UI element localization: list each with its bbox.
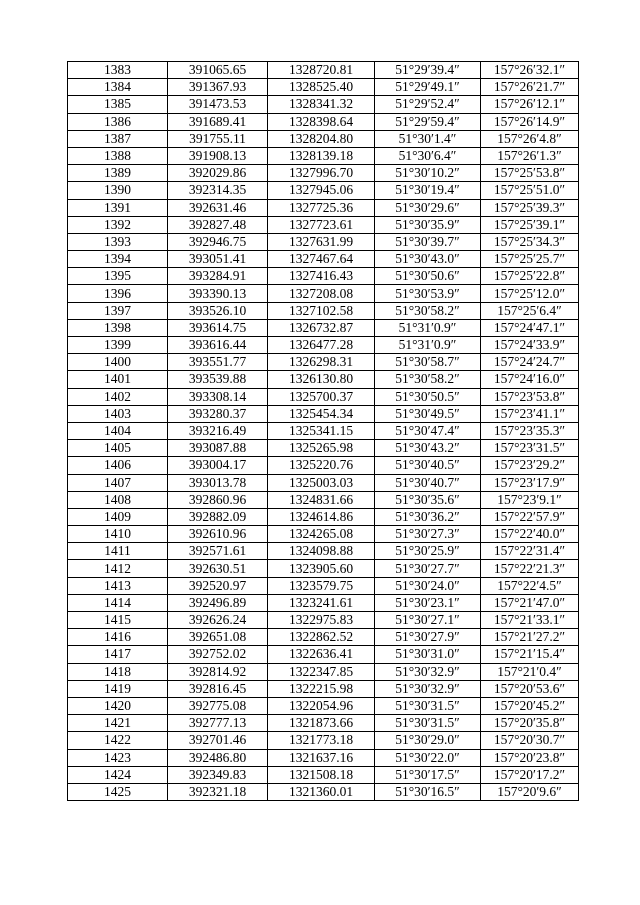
y-coordinate-cell: 1327416.43	[268, 268, 375, 285]
y-coordinate-cell: 1327467.64	[268, 251, 375, 268]
y-coordinate-cell: 1322347.85	[268, 663, 375, 680]
point-number-cell: 1410	[68, 526, 168, 543]
point-number-cell: 1403	[68, 405, 168, 422]
longitude-cell: 157°23′53.8″	[481, 388, 579, 405]
y-coordinate-cell: 1321360.01	[268, 783, 375, 800]
point-number-cell: 1407	[68, 474, 168, 491]
point-number-cell: 1395	[68, 268, 168, 285]
point-number-cell: 1419	[68, 680, 168, 697]
table-row	[68, 491, 579, 508]
point-number-cell: 1406	[68, 457, 168, 474]
x-coordinate-cell: 392571.61	[168, 543, 268, 560]
point-number-cell: 1383	[68, 62, 168, 79]
longitude-cell: 157°24′16.0″	[481, 371, 579, 388]
table-row	[68, 440, 579, 457]
table-row	[68, 371, 579, 388]
point-number-cell: 1417	[68, 646, 168, 663]
latitude-cell: 51°30′31.5″	[375, 697, 481, 714]
y-coordinate-cell: 1322636.41	[268, 646, 375, 663]
latitude-cell: 51°30′22.0″	[375, 749, 481, 766]
latitude-cell: 51°31′0.9″	[375, 319, 481, 336]
latitude-cell: 51°30′10.2″	[375, 165, 481, 182]
table-row	[68, 182, 579, 199]
latitude-cell: 51°30′16.5″	[375, 783, 481, 800]
table-row	[68, 697, 579, 714]
longitude-cell: 157°25′39.1″	[481, 216, 579, 233]
x-coordinate-cell: 393216.49	[168, 422, 268, 439]
point-number-cell: 1422	[68, 732, 168, 749]
table-row	[68, 577, 579, 594]
x-coordinate-cell: 392486.80	[168, 749, 268, 766]
point-number-cell: 1399	[68, 337, 168, 354]
point-number-cell: 1404	[68, 422, 168, 439]
latitude-cell: 51°30′43.2″	[375, 440, 481, 457]
latitude-cell: 51°30′58.2″	[375, 302, 481, 319]
latitude-cell: 51°30′29.0″	[375, 732, 481, 749]
table-row	[68, 732, 579, 749]
table-row	[68, 285, 579, 302]
latitude-cell: 51°30′27.1″	[375, 612, 481, 629]
point-number-cell: 1418	[68, 663, 168, 680]
table-row	[68, 165, 579, 182]
point-number-cell: 1411	[68, 543, 168, 560]
point-number-cell: 1384	[68, 79, 168, 96]
point-number-cell: 1392	[68, 216, 168, 233]
table-row	[68, 216, 579, 233]
latitude-cell: 51°30′17.5″	[375, 766, 481, 783]
longitude-cell: 157°25′39.3″	[481, 199, 579, 216]
longitude-cell: 157°22′31.4″	[481, 543, 579, 560]
point-number-cell: 1400	[68, 354, 168, 371]
longitude-cell: 157°26′1.3″	[481, 147, 579, 164]
coordinates-table-body	[68, 62, 579, 801]
coordinates-table	[67, 61, 579, 801]
y-coordinate-cell: 1324098.88	[268, 543, 375, 560]
latitude-cell: 51°30′27.9″	[375, 629, 481, 646]
point-number-cell: 1409	[68, 508, 168, 525]
table-row	[68, 508, 579, 525]
longitude-cell: 157°22′4.5″	[481, 577, 579, 594]
y-coordinate-cell: 1325341.15	[268, 422, 375, 439]
table-row	[68, 749, 579, 766]
table-row	[68, 474, 579, 491]
table-row	[68, 663, 579, 680]
y-coordinate-cell: 1325265.98	[268, 440, 375, 457]
x-coordinate-cell: 393616.44	[168, 337, 268, 354]
point-number-cell: 1393	[68, 233, 168, 250]
y-coordinate-cell: 1324265.08	[268, 526, 375, 543]
longitude-cell: 157°20′17.2″	[481, 766, 579, 783]
table-row	[68, 337, 579, 354]
x-coordinate-cell: 393526.10	[168, 302, 268, 319]
longitude-cell: 157°24′33.9″	[481, 337, 579, 354]
table-row	[68, 302, 579, 319]
point-number-cell: 1401	[68, 371, 168, 388]
y-coordinate-cell: 1328525.40	[268, 79, 375, 96]
point-number-cell: 1391	[68, 199, 168, 216]
table-row	[68, 268, 579, 285]
y-coordinate-cell: 1324614.86	[268, 508, 375, 525]
table-row	[68, 543, 579, 560]
table-row	[68, 680, 579, 697]
table-row	[68, 251, 579, 268]
y-coordinate-cell: 1328398.64	[268, 113, 375, 130]
latitude-cell: 51°30′53.9″	[375, 285, 481, 302]
x-coordinate-cell: 393004.17	[168, 457, 268, 474]
x-coordinate-cell: 392610.96	[168, 526, 268, 543]
latitude-cell: 51°30′27.7″	[375, 560, 481, 577]
y-coordinate-cell: 1325003.03	[268, 474, 375, 491]
latitude-cell: 51°30′31.0″	[375, 646, 481, 663]
x-coordinate-cell: 392651.08	[168, 629, 268, 646]
longitude-cell: 157°21′33.1″	[481, 612, 579, 629]
table-row	[68, 388, 579, 405]
point-number-cell: 1413	[68, 577, 168, 594]
table-row	[68, 199, 579, 216]
longitude-cell: 157°25′53.8″	[481, 165, 579, 182]
table-row	[68, 457, 579, 474]
x-coordinate-cell: 392520.97	[168, 577, 268, 594]
latitude-cell: 51°30′47.4″	[375, 422, 481, 439]
x-coordinate-cell: 392827.48	[168, 216, 268, 233]
y-coordinate-cell: 1326130.80	[268, 371, 375, 388]
x-coordinate-cell: 392775.08	[168, 697, 268, 714]
longitude-cell: 157°20′53.6″	[481, 680, 579, 697]
y-coordinate-cell: 1326732.87	[268, 319, 375, 336]
table-row	[68, 422, 579, 439]
longitude-cell: 157°23′35.3″	[481, 422, 579, 439]
point-number-cell: 1389	[68, 165, 168, 182]
table-row	[68, 766, 579, 783]
y-coordinate-cell: 1325220.76	[268, 457, 375, 474]
longitude-cell: 157°24′24.7″	[481, 354, 579, 371]
y-coordinate-cell: 1321773.18	[268, 732, 375, 749]
y-coordinate-cell: 1327208.08	[268, 285, 375, 302]
x-coordinate-cell: 393051.41	[168, 251, 268, 268]
point-number-cell: 1397	[68, 302, 168, 319]
table-row	[68, 526, 579, 543]
x-coordinate-cell: 391367.93	[168, 79, 268, 96]
table-row	[68, 233, 579, 250]
longitude-cell: 157°25′51.0″	[481, 182, 579, 199]
longitude-cell: 157°26′4.8″	[481, 130, 579, 147]
point-number-cell: 1408	[68, 491, 168, 508]
coordinates-table-container	[67, 61, 578, 801]
latitude-cell: 51°29′59.4″	[375, 113, 481, 130]
table-row	[68, 629, 579, 646]
y-coordinate-cell: 1322975.83	[268, 612, 375, 629]
longitude-cell: 157°20′23.8″	[481, 749, 579, 766]
x-coordinate-cell: 392777.13	[168, 715, 268, 732]
longitude-cell: 157°26′32.1″	[481, 62, 579, 79]
x-coordinate-cell: 392029.86	[168, 165, 268, 182]
longitude-cell: 157°23′41.1″	[481, 405, 579, 422]
longitude-cell: 157°21′0.4″	[481, 663, 579, 680]
x-coordinate-cell: 392882.09	[168, 508, 268, 525]
latitude-cell: 51°30′32.9″	[375, 663, 481, 680]
point-number-cell: 1420	[68, 697, 168, 714]
x-coordinate-cell: 393551.77	[168, 354, 268, 371]
point-number-cell: 1394	[68, 251, 168, 268]
y-coordinate-cell: 1322215.98	[268, 680, 375, 697]
longitude-cell: 157°23′17.9″	[481, 474, 579, 491]
latitude-cell: 51°30′25.9″	[375, 543, 481, 560]
longitude-cell: 157°21′15.4″	[481, 646, 579, 663]
latitude-cell: 51°30′35.6″	[375, 491, 481, 508]
y-coordinate-cell: 1321873.66	[268, 715, 375, 732]
point-number-cell: 1385	[68, 96, 168, 113]
y-coordinate-cell: 1324831.66	[268, 491, 375, 508]
latitude-cell: 51°29′39.4″	[375, 62, 481, 79]
latitude-cell: 51°30′27.3″	[375, 526, 481, 543]
y-coordinate-cell: 1327723.61	[268, 216, 375, 233]
y-coordinate-cell: 1327631.99	[268, 233, 375, 250]
y-coordinate-cell: 1322054.96	[268, 697, 375, 714]
point-number-cell: 1415	[68, 612, 168, 629]
latitude-cell: 51°30′32.9″	[375, 680, 481, 697]
y-coordinate-cell: 1328204.80	[268, 130, 375, 147]
latitude-cell: 51°30′6.4″	[375, 147, 481, 164]
point-number-cell: 1402	[68, 388, 168, 405]
x-coordinate-cell: 393013.78	[168, 474, 268, 491]
latitude-cell: 51°30′40.7″	[375, 474, 481, 491]
latitude-cell: 51°30′40.5″	[375, 457, 481, 474]
longitude-cell: 157°20′45.2″	[481, 697, 579, 714]
table-row	[68, 62, 579, 79]
point-number-cell: 1421	[68, 715, 168, 732]
x-coordinate-cell: 392816.45	[168, 680, 268, 697]
longitude-cell: 157°24′47.1″	[481, 319, 579, 336]
longitude-cell: 157°20′35.8″	[481, 715, 579, 732]
table-row	[68, 646, 579, 663]
table-row	[68, 405, 579, 422]
table-row	[68, 96, 579, 113]
x-coordinate-cell: 393308.14	[168, 388, 268, 405]
x-coordinate-cell: 393539.88	[168, 371, 268, 388]
longitude-cell: 157°25′34.3″	[481, 233, 579, 250]
x-coordinate-cell: 392496.89	[168, 594, 268, 611]
table-row	[68, 612, 579, 629]
longitude-cell: 157°20′30.7″	[481, 732, 579, 749]
x-coordinate-cell: 391473.53	[168, 96, 268, 113]
table-row	[68, 783, 579, 800]
table-row	[68, 113, 579, 130]
latitude-cell: 51°30′23.1″	[375, 594, 481, 611]
y-coordinate-cell: 1327725.36	[268, 199, 375, 216]
longitude-cell: 157°25′25.7″	[481, 251, 579, 268]
latitude-cell: 51°30′29.6″	[375, 199, 481, 216]
x-coordinate-cell: 392631.46	[168, 199, 268, 216]
y-coordinate-cell: 1326298.31	[268, 354, 375, 371]
point-number-cell: 1387	[68, 130, 168, 147]
y-coordinate-cell: 1326477.28	[268, 337, 375, 354]
longitude-cell: 157°22′57.9″	[481, 508, 579, 525]
point-number-cell: 1424	[68, 766, 168, 783]
y-coordinate-cell: 1323579.75	[268, 577, 375, 594]
table-row	[68, 715, 579, 732]
latitude-cell: 51°30′19.4″	[375, 182, 481, 199]
latitude-cell: 51°30′31.5″	[375, 715, 481, 732]
latitude-cell: 51°30′1.4″	[375, 130, 481, 147]
x-coordinate-cell: 392946.75	[168, 233, 268, 250]
table-row	[68, 130, 579, 147]
longitude-cell: 157°21′47.0″	[481, 594, 579, 611]
x-coordinate-cell: 391065.65	[168, 62, 268, 79]
longitude-cell: 157°25′22.8″	[481, 268, 579, 285]
point-number-cell: 1423	[68, 749, 168, 766]
latitude-cell: 51°30′50.5″	[375, 388, 481, 405]
longitude-cell: 157°25′6.4″	[481, 302, 579, 319]
x-coordinate-cell: 391755.11	[168, 130, 268, 147]
latitude-cell: 51°30′39.7″	[375, 233, 481, 250]
table-row	[68, 79, 579, 96]
point-number-cell: 1386	[68, 113, 168, 130]
point-number-cell: 1396	[68, 285, 168, 302]
table-row	[68, 319, 579, 336]
x-coordinate-cell: 392814.92	[168, 663, 268, 680]
longitude-cell: 157°23′9.1″	[481, 491, 579, 508]
x-coordinate-cell: 392752.02	[168, 646, 268, 663]
y-coordinate-cell: 1325700.37	[268, 388, 375, 405]
x-coordinate-cell: 393087.88	[168, 440, 268, 457]
x-coordinate-cell: 393614.75	[168, 319, 268, 336]
latitude-cell: 51°30′43.0″	[375, 251, 481, 268]
x-coordinate-cell: 393280.37	[168, 405, 268, 422]
latitude-cell: 51°30′36.2″	[375, 508, 481, 525]
y-coordinate-cell: 1327996.70	[268, 165, 375, 182]
longitude-cell: 157°22′21.3″	[481, 560, 579, 577]
y-coordinate-cell: 1322862.52	[268, 629, 375, 646]
table-row	[68, 354, 579, 371]
latitude-cell: 51°30′58.7″	[375, 354, 481, 371]
y-coordinate-cell: 1327945.06	[268, 182, 375, 199]
longitude-cell: 157°23′29.2″	[481, 457, 579, 474]
point-number-cell: 1398	[68, 319, 168, 336]
point-number-cell: 1425	[68, 783, 168, 800]
x-coordinate-cell: 393390.13	[168, 285, 268, 302]
latitude-cell: 51°30′24.0″	[375, 577, 481, 594]
y-coordinate-cell: 1328341.32	[268, 96, 375, 113]
y-coordinate-cell: 1328139.18	[268, 147, 375, 164]
longitude-cell: 157°26′12.1″	[481, 96, 579, 113]
longitude-cell: 157°23′31.5″	[481, 440, 579, 457]
point-number-cell: 1412	[68, 560, 168, 577]
x-coordinate-cell: 392314.35	[168, 182, 268, 199]
latitude-cell: 51°29′52.4″	[375, 96, 481, 113]
point-number-cell: 1416	[68, 629, 168, 646]
point-number-cell: 1390	[68, 182, 168, 199]
x-coordinate-cell: 393284.91	[168, 268, 268, 285]
latitude-cell: 51°30′49.5″	[375, 405, 481, 422]
y-coordinate-cell: 1327102.58	[268, 302, 375, 319]
x-coordinate-cell: 392321.18	[168, 783, 268, 800]
x-coordinate-cell: 391689.41	[168, 113, 268, 130]
point-number-cell: 1405	[68, 440, 168, 457]
y-coordinate-cell: 1323241.61	[268, 594, 375, 611]
table-row	[68, 147, 579, 164]
latitude-cell: 51°31′0.9″	[375, 337, 481, 354]
y-coordinate-cell: 1321508.18	[268, 766, 375, 783]
y-coordinate-cell: 1321637.16	[268, 749, 375, 766]
longitude-cell: 157°21′27.2″	[481, 629, 579, 646]
longitude-cell: 157°22′40.0″	[481, 526, 579, 543]
x-coordinate-cell: 392860.96	[168, 491, 268, 508]
latitude-cell: 51°30′35.9″	[375, 216, 481, 233]
table-row	[68, 594, 579, 611]
x-coordinate-cell: 392701.46	[168, 732, 268, 749]
y-coordinate-cell: 1328720.81	[268, 62, 375, 79]
point-number-cell: 1388	[68, 147, 168, 164]
latitude-cell: 51°29′49.1″	[375, 79, 481, 96]
longitude-cell: 157°20′9.6″	[481, 783, 579, 800]
latitude-cell: 51°30′58.2″	[375, 371, 481, 388]
x-coordinate-cell: 392349.83	[168, 766, 268, 783]
table-row	[68, 560, 579, 577]
latitude-cell: 51°30′50.6″	[375, 268, 481, 285]
x-coordinate-cell: 392626.24	[168, 612, 268, 629]
longitude-cell: 157°26′14.9″	[481, 113, 579, 130]
longitude-cell: 157°26′21.7″	[481, 79, 579, 96]
x-coordinate-cell: 392630.51	[168, 560, 268, 577]
longitude-cell: 157°25′12.0″	[481, 285, 579, 302]
point-number-cell: 1414	[68, 594, 168, 611]
y-coordinate-cell: 1325454.34	[268, 405, 375, 422]
y-coordinate-cell: 1323905.60	[268, 560, 375, 577]
x-coordinate-cell: 391908.13	[168, 147, 268, 164]
